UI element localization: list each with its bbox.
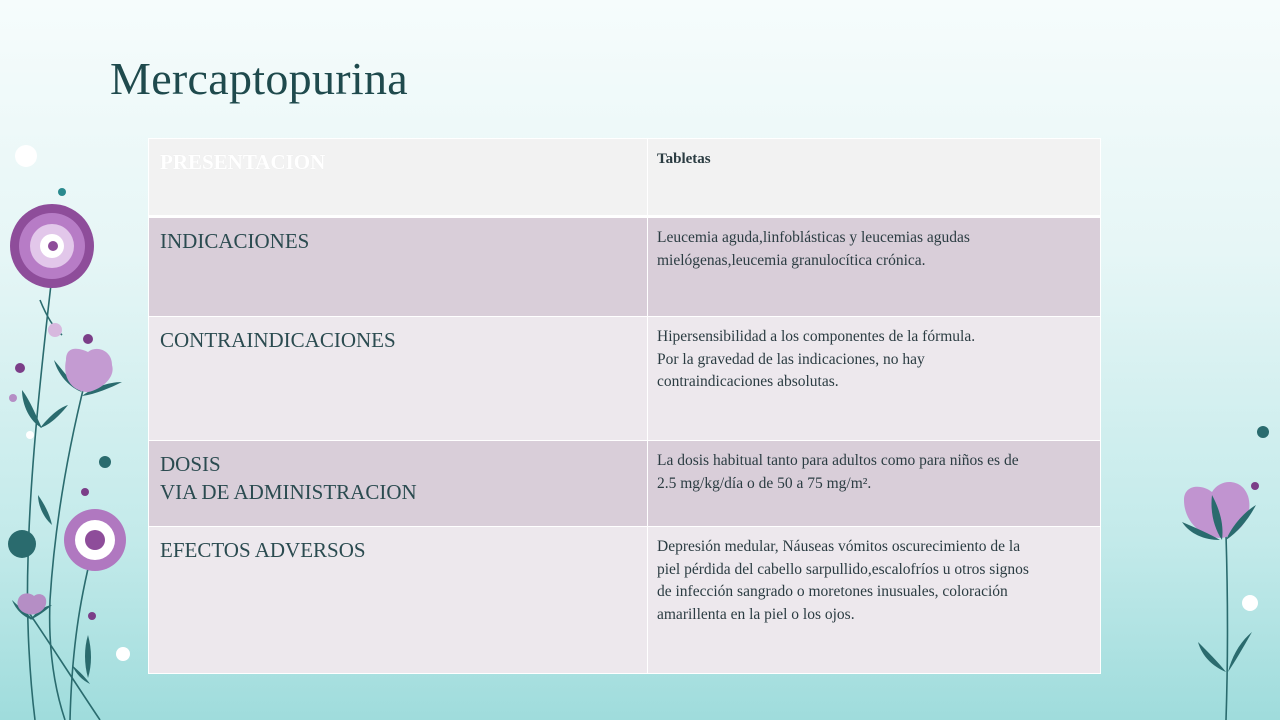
drug-info-table: [148, 138, 1101, 674]
row-value-cell: [648, 527, 1101, 674]
row-label-cell: [149, 527, 648, 674]
row-value-line: Leucemia aguda,linfoblásticas y leucemias agudas: [657, 229, 970, 246]
row-label-line: EFECTOS ADVERSOS: [160, 538, 366, 562]
stem-icon: [1226, 535, 1228, 720]
table-row-dosis: [149, 441, 1101, 527]
row-value-line: La dosis habitual tanto para adultos como para niños es de: [657, 452, 1019, 469]
row-value-line: amarillenta en la piel o los ojos.: [657, 605, 855, 623]
row-label-cell: [149, 317, 648, 441]
row-value-cell: [648, 317, 1101, 441]
row-value-line: contraindicaciones absolutas.: [657, 373, 839, 390]
table-row-contraindicaciones: [149, 317, 1101, 441]
row-label-line: DOSIS: [160, 452, 221, 476]
row-value-line: de infección sangrado o moretones inusuales, coloración: [657, 583, 1008, 600]
row-label: [160, 450, 636, 506]
row-label-line: CONTRAINDICACIONES: [160, 328, 396, 352]
row-value: [657, 227, 1091, 272]
row-value: [657, 536, 1091, 626]
row-value-line: Hipersensibilidad a los componentes de la fórmula.: [657, 328, 976, 345]
floral-decoration-left: [0, 0, 160, 720]
row-label: [160, 227, 636, 255]
row-value-cell: [648, 139, 1101, 217]
floral-decoration-right: [1160, 0, 1280, 720]
table-row-presentacion: [149, 139, 1101, 217]
row-value-line: Tabletas: [657, 151, 711, 167]
row-label-line: PRESENTACION: [160, 150, 326, 174]
flower-icon: [10, 204, 94, 288]
row-value-cell: [648, 441, 1101, 527]
row-label: [160, 148, 636, 176]
row-value: [657, 326, 1091, 394]
row-label-line: INDICACIONES: [160, 229, 310, 253]
slide-title: Mercaptopurina: [110, 53, 408, 104]
row-label: [160, 326, 636, 354]
row-label-cell: [149, 139, 648, 217]
flower-icon: [64, 509, 126, 571]
table-row-indicaciones: [149, 217, 1101, 317]
row-label: [160, 536, 636, 564]
row-value: [657, 450, 1091, 495]
row-value-line: piel pérdida del cabello sarpullido,escalofríos u otros signos: [657, 560, 1029, 578]
row-label-cell: [149, 441, 648, 527]
row-value-line: Depresión medular, Náuseas vómitos oscurecimiento de la: [657, 538, 1021, 555]
row-value-line: 2.5 mg/kg/día o de 50 a 75 mg/m².: [657, 474, 872, 492]
row-value: [657, 148, 1091, 171]
row-value-line: Por la gravedad de las indicaciones, no hay: [657, 350, 925, 368]
row-label-line: VIA DE ADMINISTRACION: [160, 480, 417, 504]
row-label-cell: [149, 217, 648, 317]
row-value-cell: [648, 217, 1101, 317]
table-row-efectos-adversos: [149, 527, 1101, 674]
row-value-line: mielógenas,leucemia granulocítica crónica.: [657, 251, 926, 269]
